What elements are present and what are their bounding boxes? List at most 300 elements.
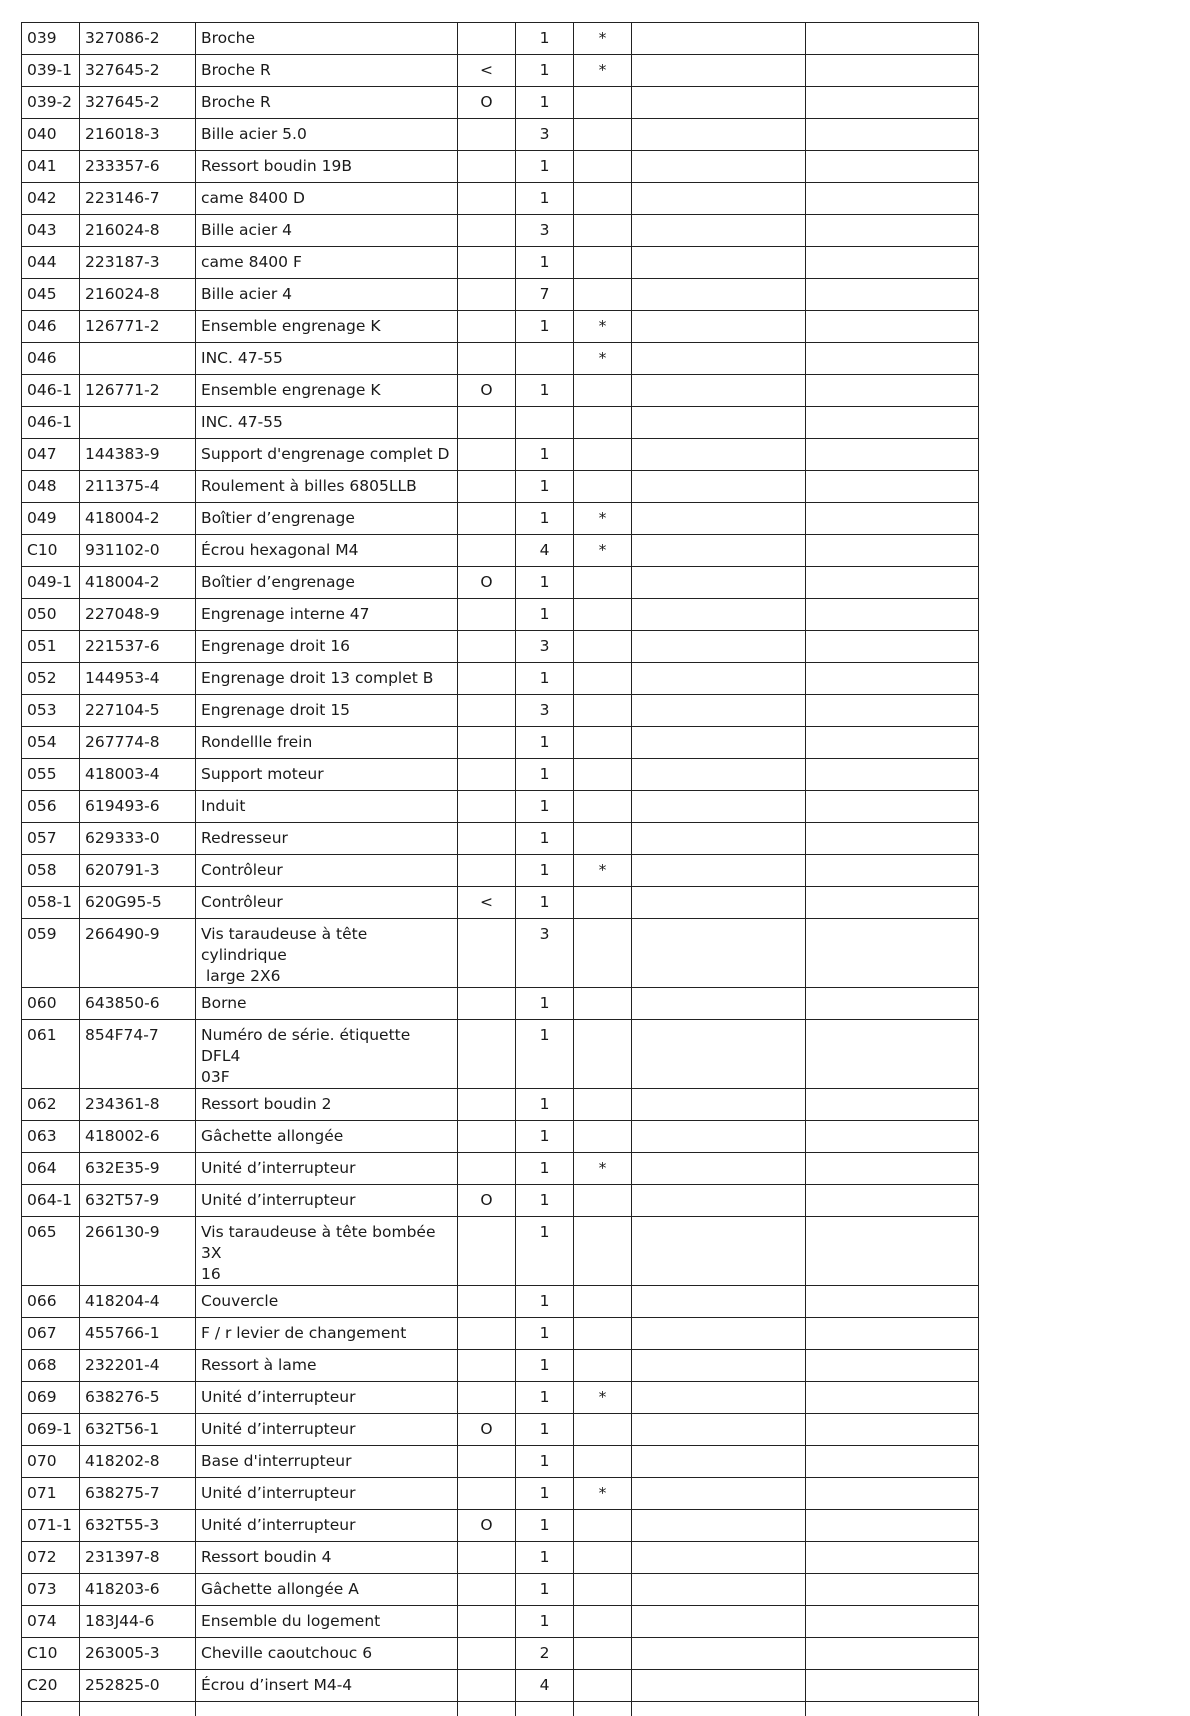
mark-cell — [458, 247, 516, 279]
item-number-cell: C20 — [22, 1670, 80, 1702]
mark-cell — [458, 279, 516, 311]
description-cell: Ensemble engrenage K — [196, 311, 458, 343]
mark-cell: O — [458, 1414, 516, 1446]
empty-cell — [806, 1089, 979, 1121]
table-row — [22, 988, 979, 1020]
empty-cell — [632, 1510, 806, 1542]
quantity-cell: 4 — [516, 1670, 574, 1702]
table-row — [22, 599, 979, 631]
note-cell — [574, 823, 632, 855]
mark-cell — [458, 855, 516, 887]
table-row — [22, 375, 979, 407]
empty-cell — [806, 1382, 979, 1414]
note-cell — [574, 1350, 632, 1382]
table-row-continued — [22, 1702, 979, 1716]
quantity-cell: 1 — [516, 759, 574, 791]
empty-cell — [632, 471, 806, 503]
empty-cell — [516, 1702, 574, 1716]
table-row — [22, 855, 979, 887]
quantity-cell: 1 — [516, 471, 574, 503]
empty-cell — [632, 1089, 806, 1121]
quantity-cell: 1 — [516, 87, 574, 119]
description-cell: Contrôleur — [196, 855, 458, 887]
mark-cell — [458, 1350, 516, 1382]
empty-cell — [806, 535, 979, 567]
note-cell — [574, 663, 632, 695]
empty-cell — [632, 503, 806, 535]
quantity-cell: 1 — [516, 988, 574, 1020]
quantity-cell: 1 — [516, 791, 574, 823]
description-cell: Broche R — [196, 55, 458, 87]
note-cell: * — [574, 311, 632, 343]
empty-cell — [806, 1414, 979, 1446]
quantity-cell: 4 — [516, 535, 574, 567]
mark-cell — [458, 1574, 516, 1606]
empty-cell — [806, 695, 979, 727]
quantity-cell: 7 — [516, 279, 574, 311]
table-row — [22, 439, 979, 471]
description-cell: Unité d’interrupteur — [196, 1414, 458, 1446]
empty-cell — [806, 87, 979, 119]
part-number-cell: 232201-4 — [80, 1350, 196, 1382]
table-row — [22, 1574, 979, 1606]
item-number-cell: 049-1 — [22, 567, 80, 599]
table-row — [22, 695, 979, 727]
empty-cell — [632, 1446, 806, 1478]
note-cell — [574, 1217, 632, 1286]
empty-cell — [632, 151, 806, 183]
part-number-cell: 629333-0 — [80, 823, 196, 855]
item-number-cell: 042 — [22, 183, 80, 215]
description-cell: Numéro de série. étiquette DFL4 03F — [196, 1020, 458, 1089]
empty-cell — [632, 1217, 806, 1286]
item-number-cell: 046 — [22, 343, 80, 375]
part-number-cell: 620791-3 — [80, 855, 196, 887]
empty-cell — [22, 1702, 80, 1716]
mark-cell — [458, 1542, 516, 1574]
note-cell — [574, 1606, 632, 1638]
note-cell — [574, 87, 632, 119]
quantity-cell: 1 — [516, 439, 574, 471]
note-cell — [574, 988, 632, 1020]
item-number-cell: 064 — [22, 1153, 80, 1185]
mark-cell — [458, 759, 516, 791]
table-row — [22, 1542, 979, 1574]
empty-cell — [80, 1702, 196, 1716]
note-cell — [574, 919, 632, 988]
item-number-cell: 046 — [22, 311, 80, 343]
empty-cell — [632, 1020, 806, 1089]
quantity-cell: 1 — [516, 1574, 574, 1606]
empty-cell — [806, 471, 979, 503]
note-cell — [574, 1185, 632, 1217]
table-row — [22, 151, 979, 183]
table-row — [22, 279, 979, 311]
empty-cell — [632, 1121, 806, 1153]
description-cell: Support d'engrenage complet D — [196, 439, 458, 471]
table-row — [22, 663, 979, 695]
empty-cell — [806, 503, 979, 535]
mark-cell — [458, 343, 516, 375]
part-number-cell: 252825-0 — [80, 1670, 196, 1702]
note-cell — [574, 215, 632, 247]
empty-cell — [806, 1638, 979, 1670]
description-cell: Engrenage droit 16 — [196, 631, 458, 663]
item-number-cell: 051 — [22, 631, 80, 663]
quantity-cell: 1 — [516, 183, 574, 215]
part-number-cell: 263005-3 — [80, 1638, 196, 1670]
table-row — [22, 343, 979, 375]
part-number-cell: 632E35-9 — [80, 1153, 196, 1185]
empty-cell — [632, 1318, 806, 1350]
quantity-cell: 1 — [516, 1318, 574, 1350]
quantity-cell: 1 — [516, 887, 574, 919]
empty-cell — [632, 343, 806, 375]
quantity-cell: 3 — [516, 695, 574, 727]
description-cell: Boîtier d’engrenage — [196, 567, 458, 599]
note-cell — [574, 1510, 632, 1542]
empty-cell — [806, 215, 979, 247]
table-row — [22, 1020, 979, 1089]
empty-cell — [632, 55, 806, 87]
note-cell — [574, 887, 632, 919]
part-number-cell: 233357-6 — [80, 151, 196, 183]
item-number-cell: 041 — [22, 151, 80, 183]
quantity-cell: 1 — [516, 1606, 574, 1638]
table-row — [22, 823, 979, 855]
item-number-cell: 066 — [22, 1286, 80, 1318]
table-row — [22, 1414, 979, 1446]
part-number-cell: 620G95-5 — [80, 887, 196, 919]
part-number-cell: 126771-2 — [80, 375, 196, 407]
table-row — [22, 503, 979, 535]
table-row — [22, 1670, 979, 1702]
table-row — [22, 1510, 979, 1542]
description-cell: Couvercle — [196, 1286, 458, 1318]
description-cell: Vis taraudeuse à tête bombée 3X 16 — [196, 1217, 458, 1286]
part-number-cell: 211375-4 — [80, 471, 196, 503]
empty-cell — [806, 1478, 979, 1510]
empty-cell — [632, 919, 806, 988]
description-cell: came 8400 D — [196, 183, 458, 215]
mark-cell — [458, 439, 516, 471]
part-number-cell: 216024-8 — [80, 279, 196, 311]
mark-cell — [458, 535, 516, 567]
table-row — [22, 1185, 979, 1217]
description-cell: Contrôleur — [196, 887, 458, 919]
table-row — [22, 1286, 979, 1318]
empty-cell — [806, 407, 979, 439]
quantity-cell: 1 — [516, 1217, 574, 1286]
table-row — [22, 567, 979, 599]
quantity-cell: 3 — [516, 631, 574, 663]
empty-cell — [632, 823, 806, 855]
mark-cell — [458, 1638, 516, 1670]
note-cell — [574, 1286, 632, 1318]
description-cell: Ensemble du logement — [196, 1606, 458, 1638]
mark-cell — [458, 151, 516, 183]
mark-cell: O — [458, 1185, 516, 1217]
note-cell — [574, 695, 632, 727]
note-cell: * — [574, 503, 632, 535]
empty-cell — [806, 343, 979, 375]
part-number-cell: 418203-6 — [80, 1574, 196, 1606]
item-number-cell: C10 — [22, 535, 80, 567]
part-number-cell: 418204-4 — [80, 1286, 196, 1318]
quantity-cell: 1 — [516, 1510, 574, 1542]
part-number-cell: 418004-2 — [80, 503, 196, 535]
empty-cell — [806, 1153, 979, 1185]
empty-cell — [806, 247, 979, 279]
quantity-cell: 1 — [516, 567, 574, 599]
table-row — [22, 55, 979, 87]
table-row — [22, 535, 979, 567]
note-cell: * — [574, 1382, 632, 1414]
empty-cell — [806, 663, 979, 695]
mark-cell — [458, 407, 516, 439]
mark-cell — [458, 631, 516, 663]
empty-cell — [806, 151, 979, 183]
part-number-cell: 643850-6 — [80, 988, 196, 1020]
empty-cell — [632, 87, 806, 119]
quantity-cell: 1 — [516, 823, 574, 855]
part-number-cell: 227104-5 — [80, 695, 196, 727]
empty-cell — [806, 23, 979, 55]
item-number-cell: 074 — [22, 1606, 80, 1638]
description-cell: Unité d’interrupteur — [196, 1478, 458, 1510]
part-number-cell: 144953-4 — [80, 663, 196, 695]
quantity-cell: 1 — [516, 55, 574, 87]
empty-cell — [806, 1121, 979, 1153]
mark-cell: O — [458, 1510, 516, 1542]
description-cell: Rondellle frein — [196, 727, 458, 759]
mark-cell — [458, 1121, 516, 1153]
quantity-cell: 1 — [516, 311, 574, 343]
empty-cell — [632, 375, 806, 407]
mark-cell — [458, 919, 516, 988]
table-row — [22, 1382, 979, 1414]
quantity-cell: 1 — [516, 503, 574, 535]
table-row — [22, 887, 979, 919]
item-number-cell: 046-1 — [22, 407, 80, 439]
item-number-cell: 053 — [22, 695, 80, 727]
quantity-cell: 1 — [516, 1478, 574, 1510]
quantity-cell: 1 — [516, 1446, 574, 1478]
quantity-cell: 1 — [516, 599, 574, 631]
empty-cell — [196, 1702, 458, 1716]
item-number-cell: 056 — [22, 791, 80, 823]
quantity-cell: 1 — [516, 855, 574, 887]
table-row — [22, 1446, 979, 1478]
empty-cell — [806, 823, 979, 855]
parts-table — [21, 22, 979, 1716]
description-cell: Unité d’interrupteur — [196, 1382, 458, 1414]
description-cell: Boîtier d’engrenage — [196, 503, 458, 535]
empty-cell — [806, 1702, 979, 1716]
description-cell: Cheville caoutchouc 6 — [196, 1638, 458, 1670]
table-row — [22, 247, 979, 279]
description-cell: Gâchette allongée — [196, 1121, 458, 1153]
table-row — [22, 87, 979, 119]
empty-cell — [632, 631, 806, 663]
mark-cell — [458, 791, 516, 823]
item-number-cell: 073 — [22, 1574, 80, 1606]
note-cell: * — [574, 23, 632, 55]
item-number-cell: 045 — [22, 279, 80, 311]
part-number-cell: 418003-4 — [80, 759, 196, 791]
description-cell: Engrenage droit 13 complet B — [196, 663, 458, 695]
note-cell — [574, 791, 632, 823]
part-number-cell: 638276-5 — [80, 1382, 196, 1414]
mark-cell — [458, 183, 516, 215]
mark-cell — [458, 23, 516, 55]
part-number-cell: 144383-9 — [80, 439, 196, 471]
empty-cell — [806, 375, 979, 407]
description-cell: came 8400 F — [196, 247, 458, 279]
note-cell: * — [574, 1478, 632, 1510]
item-number-cell: 071-1 — [22, 1510, 80, 1542]
empty-cell — [632, 1185, 806, 1217]
empty-cell — [632, 599, 806, 631]
mark-cell: O — [458, 87, 516, 119]
item-number-cell: 048 — [22, 471, 80, 503]
empty-cell — [632, 988, 806, 1020]
quantity-cell: 1 — [516, 1542, 574, 1574]
mark-cell: O — [458, 567, 516, 599]
empty-cell — [806, 1318, 979, 1350]
note-cell — [574, 247, 632, 279]
empty-cell — [632, 567, 806, 599]
part-number-cell: 216018-3 — [80, 119, 196, 151]
table-row — [22, 183, 979, 215]
description-cell: Roulement à billes 6805LLB — [196, 471, 458, 503]
mark-cell — [458, 1286, 516, 1318]
table-row — [22, 311, 979, 343]
mark-cell — [458, 1606, 516, 1638]
description-cell: Unité d’interrupteur — [196, 1153, 458, 1185]
description-cell: INC. 47-55 — [196, 407, 458, 439]
empty-cell — [806, 1510, 979, 1542]
description-cell: Induit — [196, 791, 458, 823]
part-number-cell: 183J44-6 — [80, 1606, 196, 1638]
part-number-cell: 266490-9 — [80, 919, 196, 988]
mark-cell — [458, 311, 516, 343]
mark-cell — [458, 1478, 516, 1510]
quantity-cell: 1 — [516, 1414, 574, 1446]
table-row — [22, 23, 979, 55]
table-row — [22, 1350, 979, 1382]
description-cell: Unité d’interrupteur — [196, 1185, 458, 1217]
description-cell: Bille acier 4 — [196, 279, 458, 311]
item-number-cell: 050 — [22, 599, 80, 631]
part-number-cell — [80, 343, 196, 375]
item-number-cell: C10 — [22, 1638, 80, 1670]
mark-cell — [458, 1446, 516, 1478]
empty-cell — [632, 855, 806, 887]
empty-cell — [806, 791, 979, 823]
note-cell: * — [574, 1153, 632, 1185]
table-row — [22, 1606, 979, 1638]
empty-cell — [806, 1185, 979, 1217]
empty-cell — [806, 1606, 979, 1638]
item-number-cell: 060 — [22, 988, 80, 1020]
quantity-cell: 3 — [516, 919, 574, 988]
part-number-cell: 418004-2 — [80, 567, 196, 599]
description-cell: Ressort boudin 2 — [196, 1089, 458, 1121]
description-cell: Ressort à lame — [196, 1350, 458, 1382]
empty-cell — [806, 567, 979, 599]
mark-cell — [458, 1153, 516, 1185]
part-number-cell: 231397-8 — [80, 1542, 196, 1574]
table-row — [22, 1153, 979, 1185]
mark-cell — [458, 119, 516, 151]
quantity-cell: 1 — [516, 247, 574, 279]
empty-cell — [806, 759, 979, 791]
item-number-cell: 059 — [22, 919, 80, 988]
empty-cell — [632, 1478, 806, 1510]
quantity-cell: 1 — [516, 375, 574, 407]
empty-cell — [806, 311, 979, 343]
part-number-cell: 266130-9 — [80, 1217, 196, 1286]
empty-cell — [806, 887, 979, 919]
description-cell: Borne — [196, 988, 458, 1020]
mark-cell — [458, 1217, 516, 1286]
part-number-cell: 418202-8 — [80, 1446, 196, 1478]
empty-cell — [632, 1638, 806, 1670]
note-cell — [574, 727, 632, 759]
part-number-cell: 234361-8 — [80, 1089, 196, 1121]
description-cell: Bille acier 4 — [196, 215, 458, 247]
table-row — [22, 407, 979, 439]
item-number-cell: 069 — [22, 1382, 80, 1414]
note-cell — [574, 759, 632, 791]
empty-cell — [632, 1350, 806, 1382]
part-number-cell: 632T56-1 — [80, 1414, 196, 1446]
empty-cell — [632, 119, 806, 151]
note-cell — [574, 439, 632, 471]
part-number-cell: 854F74-7 — [80, 1020, 196, 1089]
note-cell — [574, 1121, 632, 1153]
mark-cell — [458, 471, 516, 503]
part-number-cell: 327645-2 — [80, 55, 196, 87]
note-cell — [574, 1414, 632, 1446]
note-cell — [574, 1638, 632, 1670]
item-number-cell: 054 — [22, 727, 80, 759]
note-cell — [574, 1318, 632, 1350]
part-number-cell: 227048-9 — [80, 599, 196, 631]
table-row — [22, 1121, 979, 1153]
description-cell: Support moteur — [196, 759, 458, 791]
empty-cell — [806, 1670, 979, 1702]
quantity-cell: 1 — [516, 1020, 574, 1089]
quantity-cell: 2 — [516, 1638, 574, 1670]
empty-cell — [632, 1702, 806, 1716]
empty-cell — [632, 311, 806, 343]
mark-cell — [458, 1020, 516, 1089]
description-cell: Bille acier 5.0 — [196, 119, 458, 151]
table-row — [22, 119, 979, 151]
note-cell — [574, 183, 632, 215]
note-cell — [574, 407, 632, 439]
note-cell — [574, 567, 632, 599]
part-number-cell: 418002-6 — [80, 1121, 196, 1153]
item-number-cell: 039-2 — [22, 87, 80, 119]
empty-cell — [632, 887, 806, 919]
item-number-cell: 068 — [22, 1350, 80, 1382]
empty-cell — [632, 279, 806, 311]
empty-cell — [632, 247, 806, 279]
empty-cell — [806, 119, 979, 151]
